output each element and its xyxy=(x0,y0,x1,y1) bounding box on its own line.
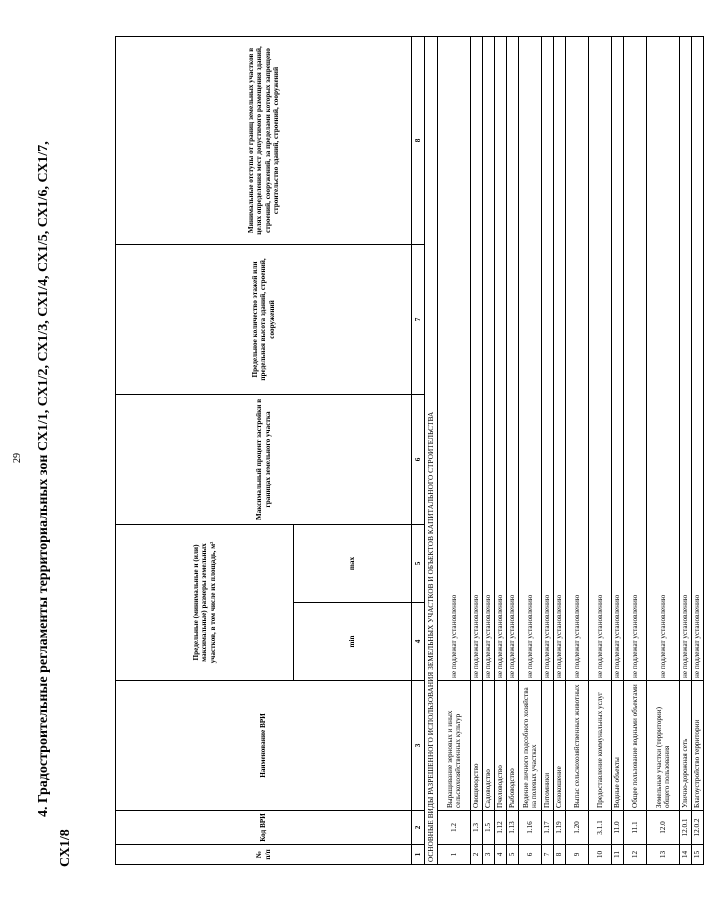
column-number: 5 xyxy=(412,524,425,602)
column-number-row xyxy=(412,36,425,864)
row-value: не подлежат установлению xyxy=(554,36,566,680)
row-number: 7 xyxy=(542,845,554,865)
table-row xyxy=(589,36,612,864)
row-name: Общее пользование водными объектами xyxy=(624,681,647,811)
row-value: не подлежат установлению xyxy=(507,36,519,680)
regulations-table xyxy=(115,36,704,865)
row-name: Питомники xyxy=(542,681,554,811)
row-number: 15 xyxy=(692,845,704,865)
row-name: Рыбоводство xyxy=(507,681,519,811)
header-row xyxy=(116,36,294,864)
row-value: не подлежат установлению xyxy=(471,36,483,680)
column-number: 1 xyxy=(412,845,425,865)
row-number: 3 xyxy=(483,845,495,865)
row-value: не подлежат установлению xyxy=(612,36,624,680)
row-name: Пчеловодство xyxy=(495,681,507,811)
row-name: Овощеводство xyxy=(471,681,483,811)
row-number: 14 xyxy=(680,845,692,865)
row-number: 6 xyxy=(519,845,542,865)
header-floors: Предельное количество этажей или предельная высота зданий, строений, сооружений xyxy=(116,244,412,394)
table-row xyxy=(624,36,647,864)
table-row xyxy=(483,36,495,864)
row-value: не подлежат установлению xyxy=(566,36,589,680)
row-name: Сенокошение xyxy=(554,681,566,811)
row-number: 12 xyxy=(624,845,647,865)
table-row xyxy=(566,36,589,864)
column-number: 2 xyxy=(412,811,425,845)
row-code: 1.3 xyxy=(471,811,483,845)
table-row xyxy=(495,36,507,864)
header-min: min xyxy=(294,603,412,681)
row-name: Выпас сельскохозяйственных животных xyxy=(566,681,589,811)
row-name: Водные объекты xyxy=(612,681,624,811)
section-row xyxy=(425,36,438,864)
row-value: не подлежат установлению xyxy=(624,36,647,680)
row-value: не подлежат установлению xyxy=(680,36,692,680)
row-code: 12.0.1 xyxy=(680,811,692,845)
row-name: Выращивание зерновых и иных сельскохозяйственных культур xyxy=(438,681,471,811)
page-number: 29 xyxy=(12,453,23,463)
row-code: 12.0 xyxy=(647,811,680,845)
row-value: не подлежат установлению xyxy=(438,36,471,680)
table-row xyxy=(471,36,483,864)
header-size: Предельные (минимальные и (или) максимальные) размеры земельных участков, в том числе их площадь, м² xyxy=(116,524,294,680)
document-title: 4. Градостроительные регламенты территориальных зон СХ1/1, СХ1/2, СХ1/3, СХ1/4, СХ1/5, СХ1/6, СХ1/7, xyxy=(36,141,51,817)
column-number: 6 xyxy=(412,394,425,524)
row-name: Земельные участки (территории) общего пользования xyxy=(647,681,680,811)
column-number: 7 xyxy=(412,244,425,394)
header-code: Код ВРИ xyxy=(116,811,412,845)
table-row xyxy=(692,36,704,864)
row-code: 11.1 xyxy=(624,811,647,845)
row-code: 3.1.1 xyxy=(589,811,612,845)
row-code: 11.0 xyxy=(612,811,624,845)
row-value: не подлежат установлению xyxy=(647,36,680,680)
header-coverage: Максимальный процент застройки в границах земельного участка xyxy=(116,394,412,524)
row-name: Садоводство xyxy=(483,681,495,811)
row-code: 1.5 xyxy=(483,811,495,845)
table-row xyxy=(542,36,554,864)
table-row xyxy=(519,36,542,864)
header-max: max xyxy=(294,524,412,602)
row-value: не подлежат установлению xyxy=(519,36,542,680)
table-row xyxy=(647,36,680,864)
row-value: не подлежат установлению xyxy=(589,36,612,680)
column-number: 8 xyxy=(412,36,425,244)
row-number: 4 xyxy=(495,845,507,865)
row-value: не подлежат установлению xyxy=(495,36,507,680)
row-number: 5 xyxy=(507,845,519,865)
row-number: 1 xyxy=(438,845,471,865)
document-title-continuation: СХ1/8 xyxy=(58,829,73,867)
row-number: 2 xyxy=(471,845,483,865)
header-name: Наименование ВРИ xyxy=(116,681,412,811)
table-row xyxy=(680,36,692,864)
column-number: 3 xyxy=(412,681,425,811)
table-row xyxy=(554,36,566,864)
row-number: 11 xyxy=(612,845,624,865)
row-name: Предоставление коммунальных услуг xyxy=(589,681,612,811)
table-row xyxy=(507,36,519,864)
row-code: 1.19 xyxy=(554,811,566,845)
row-name: Улично-дорожная сеть xyxy=(680,681,692,811)
row-value: не подлежат установлению xyxy=(692,36,704,680)
header-setback: Минимальные отступы от границ земельных участков в целях определения мест допустимого размещения зданий, строений, сооружений, за пределами которых запрещено строительство зданий, строений, сооружений xyxy=(116,36,412,244)
row-code: 1.20 xyxy=(566,811,589,845)
column-number: 4 xyxy=(412,603,425,681)
section-title: ОСНОВНЫЕ ВИДЫ РАЗРЕШЕННОГО ИСПОЛЬЗОВАНИЯ ЗЕМЕЛЬНЫХ УЧАСТКОВ И ОБЪЕКТОВ КАПИТАЛЬНОГО СТРОИТЕЛЬСТВА xyxy=(425,36,438,864)
header-no: № п/п xyxy=(116,845,412,865)
row-code: 1.17 xyxy=(542,811,554,845)
row-number: 10 xyxy=(589,845,612,865)
row-value: не подлежат установлению xyxy=(483,36,495,680)
row-name: Благоустройство территории xyxy=(692,681,704,811)
row-code: 1.12 xyxy=(495,811,507,845)
table-row xyxy=(438,36,471,864)
row-number: 13 xyxy=(647,845,680,865)
table-row xyxy=(612,36,624,864)
row-value: не подлежат установлению xyxy=(542,36,554,680)
row-code: 1.16 xyxy=(519,811,542,845)
row-number: 9 xyxy=(566,845,589,865)
row-code: 1.2 xyxy=(438,811,471,845)
row-code: 12.0.2 xyxy=(692,811,704,845)
row-code: 1.13 xyxy=(507,811,519,845)
row-number: 8 xyxy=(554,845,566,865)
row-name: Ведение личного подсобного хозяйства на полевых участках xyxy=(519,681,542,811)
